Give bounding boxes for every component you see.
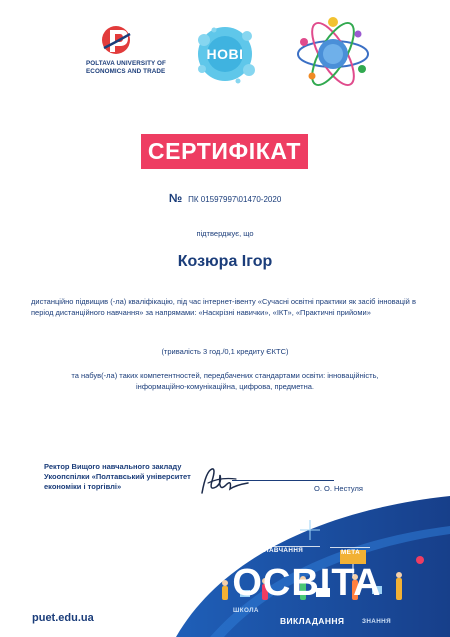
duration-text: (тривалість 3 год./0,1 кредиту ЄКТС) (161, 347, 289, 356)
tag-learning: НАВЧАННЯ (264, 547, 304, 554)
signer-name: О. О. Нестуля (314, 484, 363, 493)
tag-school: ШКОЛА (233, 607, 259, 614)
recipient-name: Козюра Ігор (177, 253, 273, 270)
atom-globe-emblem-icon (294, 14, 372, 88)
qualification-text: дистанційно підвищив (-ла) кваліфікацію, під час інтернет-івенту «Сучасні освітні практики як засіб інновацій в період дистанційного навчання» за напрямами: «Наскрізні навички», «ІКТ», «Практичні прийоми» (31, 297, 416, 317)
osvita-heading: ОСВІТА (232, 562, 382, 604)
tag-teaching: ВИКЛАДАННЯ (280, 616, 345, 626)
website-link[interactable]: puet.edu.ua (32, 612, 94, 624)
competencies-text: та набув(-ла) таких компетентностей, передбачених стандартами освіти: інноваційність, інформаційно-комунікаційна, цифрова, предметна. (71, 371, 379, 391)
novi-logo (192, 22, 258, 86)
certificate-title: СЕРТИФІКАТ (147, 138, 302, 164)
rector-title: Ректор Вищого навчального закладу Укоопспілки «Полтавський університет економіки і торгівлі» (44, 462, 191, 491)
signature-line (232, 480, 334, 481)
tag-knowledge: ЗНАННЯ (362, 618, 392, 625)
certificate-title-banner (141, 134, 308, 169)
confirms-text: підтверджує, що (196, 229, 254, 238)
number-value: ПК 01597997\01470-2020 (188, 195, 282, 204)
puet-shield-logo-icon (100, 24, 132, 56)
certificate-number (0, 189, 450, 207)
tag-goal: МЕТА (341, 549, 361, 556)
puet-logo (86, 24, 172, 82)
novi-logo-text: НОВІ (206, 46, 244, 62)
puet-logo-text: POLTAVA UNIVERSITY OF ECONOMICS AND TRADE (86, 60, 166, 75)
number-sign: № (168, 191, 183, 205)
